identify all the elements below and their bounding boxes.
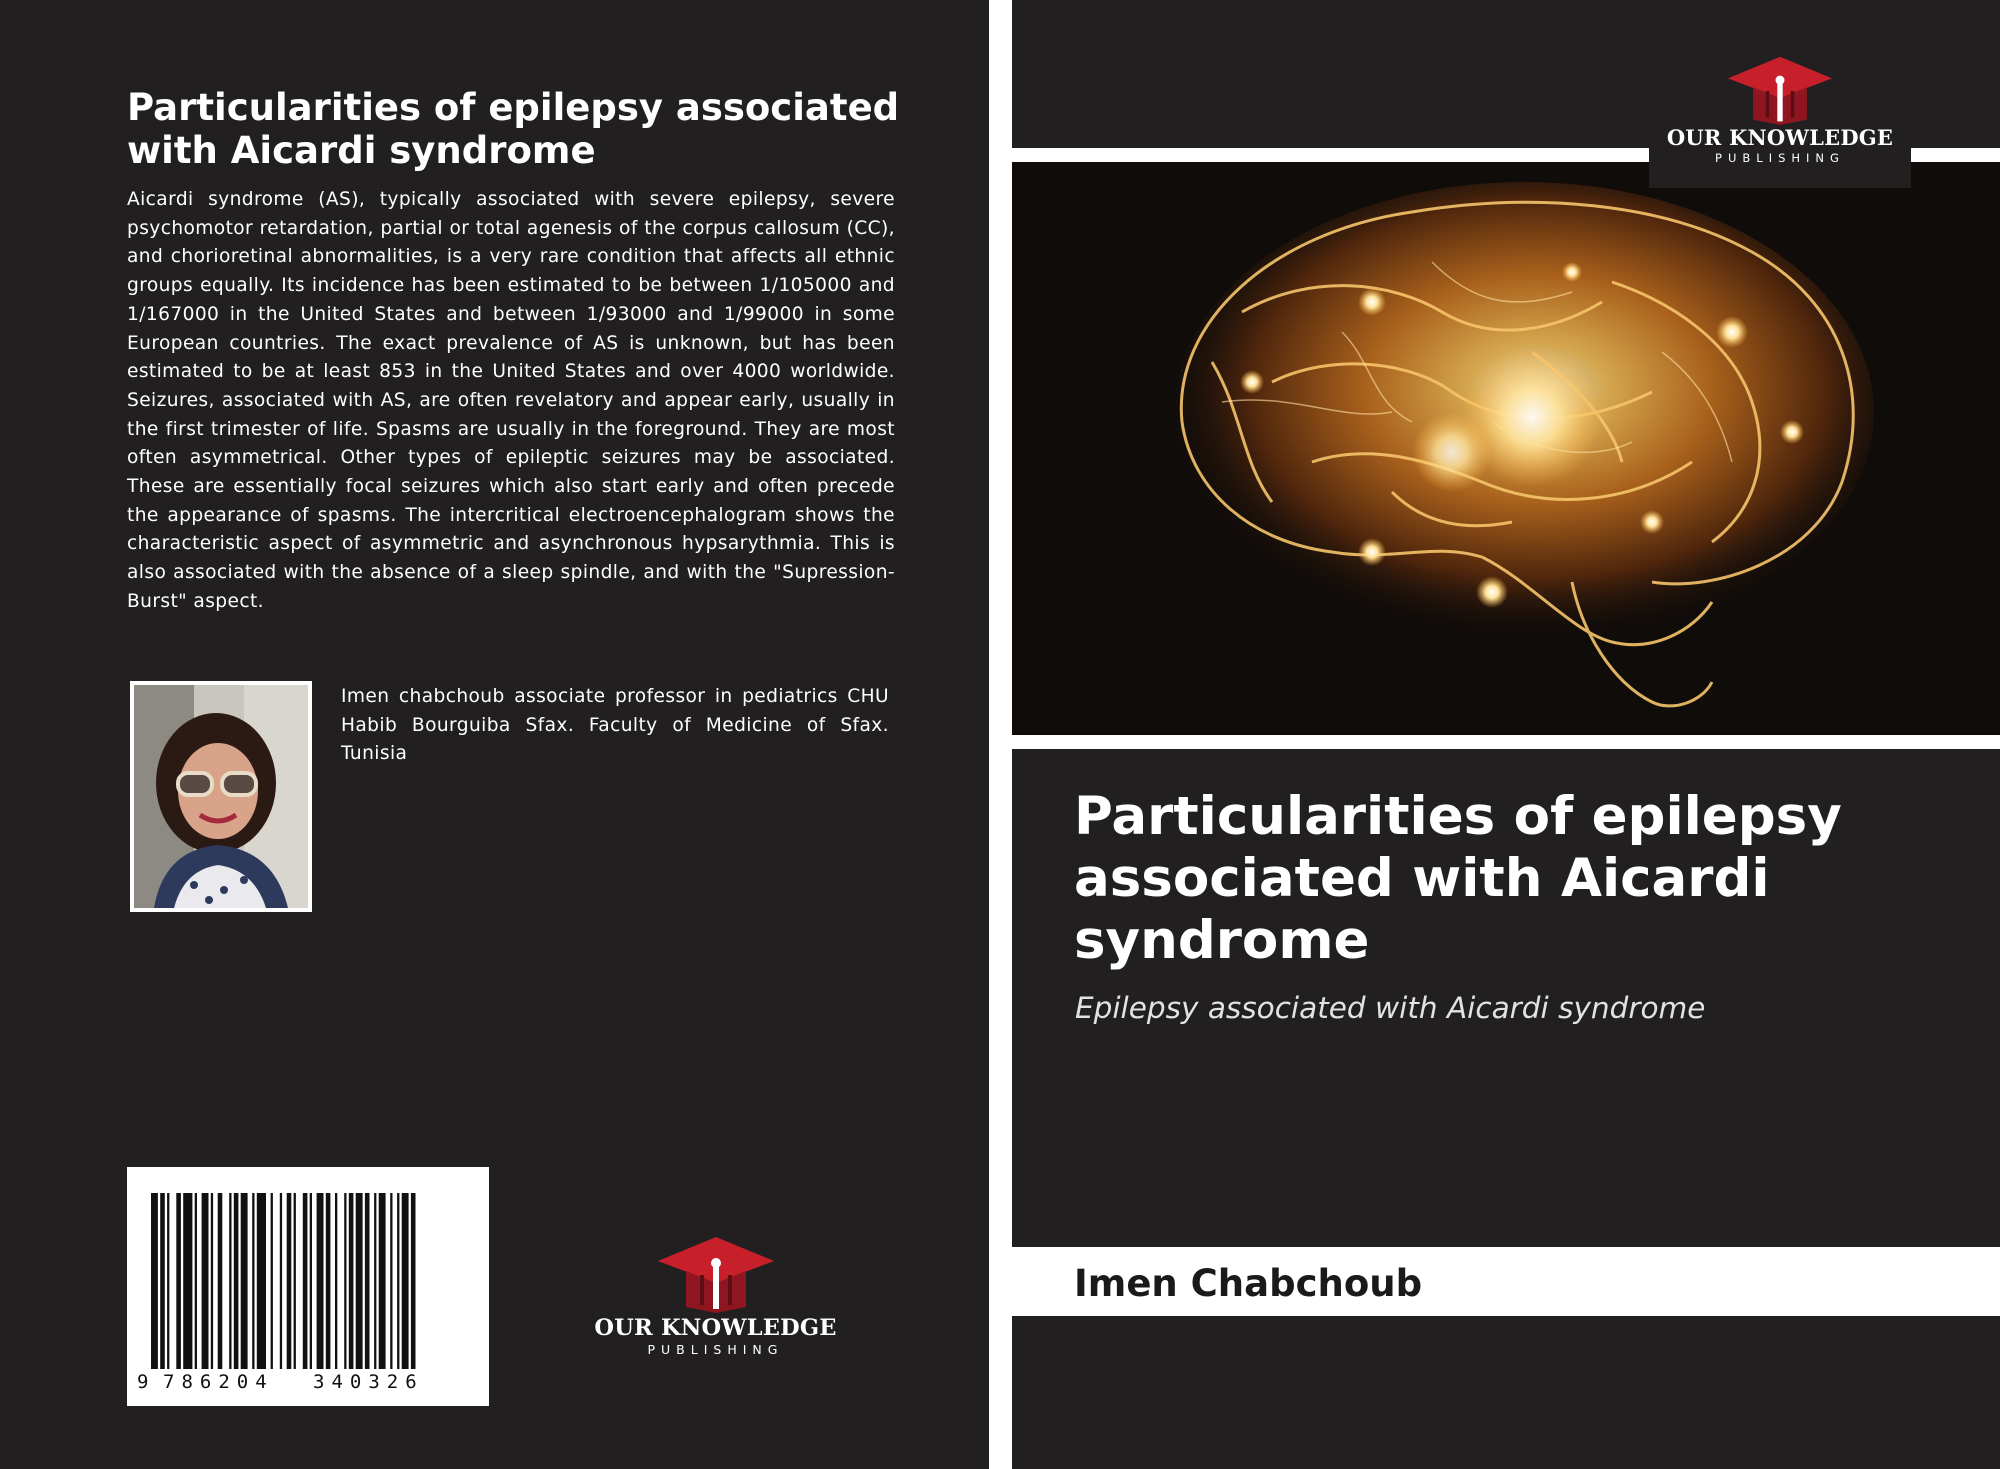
- barcode-bar: [390, 1193, 392, 1369]
- author-bio: Imen chabchoub associate professor in pediatrics CHU Habib Bourguiba Sfax. Faculty of Medicine of Sfax. Tunisia: [341, 686, 889, 765]
- barcode-bar: [271, 1193, 273, 1369]
- barcode-bar: [218, 1193, 223, 1369]
- barcode-bar: [326, 1193, 331, 1369]
- isbn-barcode: [127, 1167, 489, 1406]
- barcode-bar: [356, 1193, 363, 1369]
- isbn-digit-group-2: 786204: [163, 1371, 274, 1393]
- front-publisher-logo: [1649, 47, 1911, 188]
- publisher-name: OUR KNOWLEDGE: [1666, 125, 1894, 150]
- barcode-bar: [344, 1193, 346, 1369]
- barcode-bar: [365, 1193, 370, 1369]
- barcode-bar: [294, 1193, 296, 1369]
- barcode-bar: [234, 1193, 239, 1369]
- back-cover: [0, 0, 989, 1469]
- barcode-bar: [287, 1193, 292, 1369]
- author-portrait-photo: [130, 681, 312, 912]
- barcode-bar: [317, 1193, 324, 1369]
- front-cover-bottom-band: [1012, 1316, 2000, 1469]
- barcode-bar: [379, 1193, 386, 1369]
- barcode-bar: [241, 1193, 248, 1369]
- barcode-bar: [195, 1193, 197, 1369]
- barcode-bar: [160, 1193, 165, 1369]
- publisher-sub: PUBLISHING: [647, 1342, 784, 1357]
- barcode-bar: [280, 1193, 282, 1369]
- back-publisher-logo: [583, 1235, 848, 1357]
- barcode-bar: [310, 1193, 312, 1369]
- back-cover-title: Particularities of epilepsy associated with Aicardi syndrome: [127, 86, 900, 172]
- isbn-digit-group-3: 340326: [313, 1371, 424, 1393]
- barcode-bar: [349, 1193, 354, 1369]
- barcode-bar: [411, 1193, 416, 1369]
- barcode-bar: [374, 1193, 376, 1369]
- front-cover-subtitle: Epilepsy associated with Aicardi syndrome: [1075, 991, 1706, 1025]
- publisher-name: OUR KNOWLEDGE: [594, 1315, 837, 1341]
- graduation-cap-icon: [656, 1235, 776, 1313]
- barcode-bar: [211, 1193, 213, 1369]
- barcode-bar: [202, 1193, 209, 1369]
- barcode-bar: [402, 1193, 409, 1369]
- barcode-bar: [335, 1193, 337, 1369]
- barcode-bar: [257, 1193, 266, 1369]
- barcode-bar: [303, 1193, 308, 1369]
- graduation-cap-icon: [1725, 55, 1835, 125]
- barcode-bar: [252, 1193, 254, 1369]
- publisher-sub: PUBLISHING: [1715, 151, 1845, 165]
- barcode-bar: [176, 1193, 181, 1369]
- barcode-bar: [183, 1193, 192, 1369]
- barcode-bar: [397, 1193, 399, 1369]
- glowing-brain-image: [1012, 162, 2000, 735]
- front-cover-title: Particularities of epilepsy associated with Aicardi syndrome: [1074, 786, 1842, 971]
- front-cover-author: Imen Chabchoub: [1074, 1262, 1423, 1305]
- isbn-digit-group-1: 9: [137, 1371, 149, 1393]
- barcode-bar: [229, 1193, 231, 1369]
- barcode-bar: [151, 1193, 158, 1369]
- barcode-bar: [167, 1193, 169, 1369]
- back-cover-blurb: Aicardi syndrome (AS), typically associated with severe epilepsy, severe psychomotor retardation, partial or total agenesis of the corpus callosum (CC), and chorioretinal abnormalities, is a very rare condition that affects all ethnic groups equally. Its incidence has been estimated to be between 1/105000 and 1/167000 in the United States and between 1/93000 and 1/99000 in some European countries. The exact prevalence of AS is unknown, but has been estimated to be at least 853 in the United States and over 4000 worldwide. Seizures, associated with AS, are often revelatory and appear early, usually in the first trimester of life. Spasms are usually in the foreground. They are most often asymmetrical. Other types of epileptic seizures may be associated. These are essentially focal seizures which also start early and often precede the appearance of spasms. The intercritical electroencephalogram shows the characteristic aspect of asymmetric and asynchronous hypsarythmia. This is also associated with the absence of a sleep spindle, and with the "Supression-Burst" aspect.: [127, 189, 895, 612]
